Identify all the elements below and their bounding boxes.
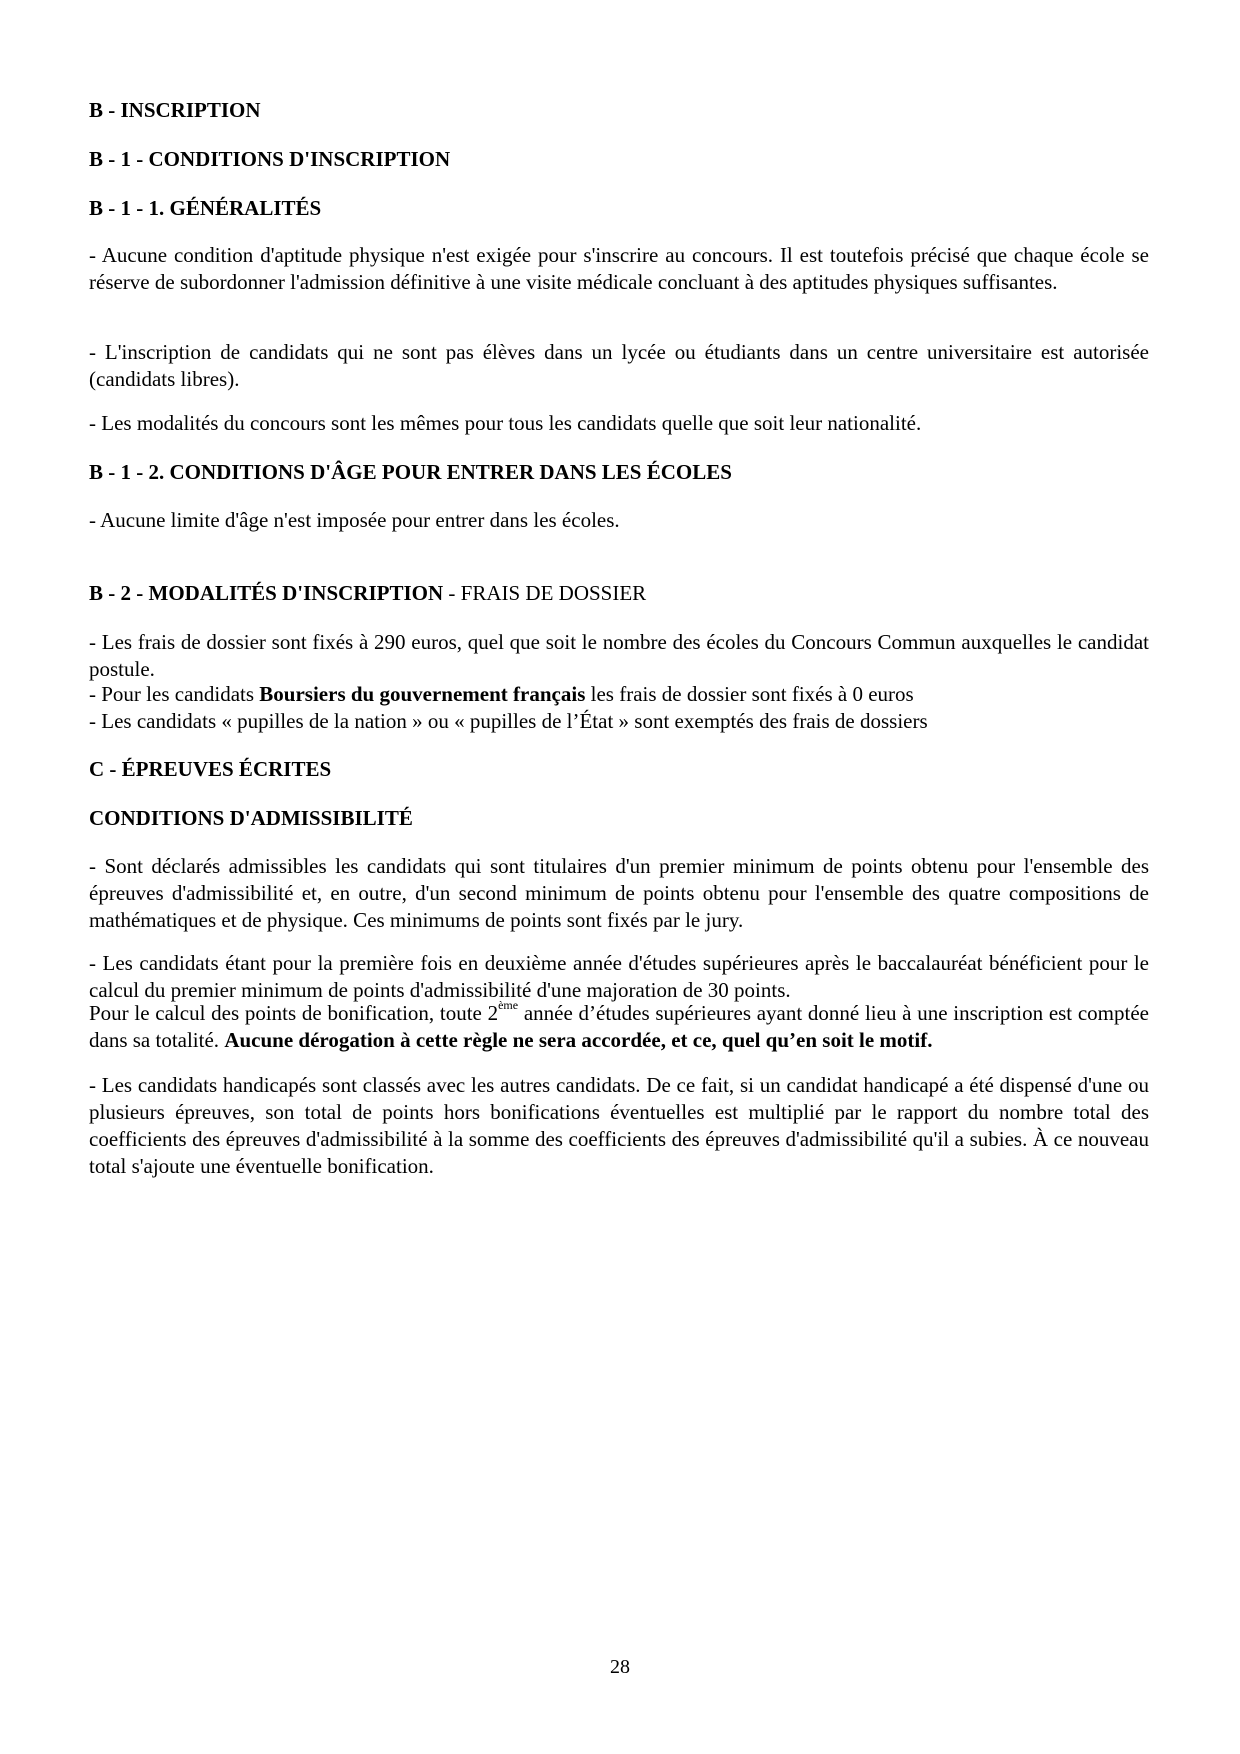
b12-paragraph-1: - Aucune limite d'âge n'est imposée pour entrer dans les écoles. xyxy=(89,508,620,532)
section-b2-title-rest: - FRAIS DE DOSSIER xyxy=(443,581,647,605)
b2-paragraph-1: - Les frais de dossier sont fixés à 290 euros, quel que soit le nombre des écoles du Concours Commun auxquelles le candidat postule. xyxy=(89,630,1149,681)
section-b2-title xyxy=(89,580,1149,607)
c-paragraph-1: - Sont déclarés admissibles les candidats qui sont titulaires d'un premier minimum de points obtenu pour l'ensemble des épreuves d'admissibilité et, en outre, d'un second minimum de points obtenu pour l'ensemble des quatre compositions de mathématiques et de physique. Ces minimums de points sont fixés par le jury. xyxy=(89,854,1149,932)
c-paragraph-3-bold: Aucune dérogation à cette règle ne sera accordée, et ce, quel qu’en soit le motif. xyxy=(224,1028,933,1052)
section-c-subtitle: CONDITIONS D'ADMISSIBILITÉ xyxy=(89,806,413,830)
page-number: 28 xyxy=(610,1656,630,1678)
c-paragraph-4: - Les candidats handicapés sont classés avec les autres candidats. De ce fait, si un candidat handicapé a été dispensé d'une ou plusieurs épreuves, son total de points hors bonifications éventuelles est multiplié par le rapport du nombre total des coefficients des épreuves d'admissibilité à la somme des coefficients des épreuves d'admissibilité qu'il a subies. À ce nouveau total s'ajoute une éventuelle bonification. xyxy=(89,1073,1149,1178)
c-paragraph-3 xyxy=(89,1000,1149,1054)
b11-paragraph-3: - Les modalités du concours sont les mêmes pour tous les candidats quelle que soit leur nationalité. xyxy=(89,411,922,435)
section-b-title: B - INSCRIPTION xyxy=(89,98,261,122)
b2-paragraph-2-post: les frais de dossier sont fixés à 0 euros xyxy=(585,682,914,706)
b11-paragraph-1: - Aucune condition d'aptitude physique n'est exigée pour s'inscrire au concours. Il est toutefois précisé que chaque école se réserve de subordonner l'admission définitive à une visite médicale concluant à des aptitudes physiques suffisantes. xyxy=(89,243,1149,294)
b2-paragraph-3: - Les candidats « pupilles de la nation » ou « pupilles de l’État » sont exemptés des frais de dossiers xyxy=(89,709,928,733)
c-paragraph-3-mid: année d’études supérieures ayant donné lieu à une inscription est comptée dans sa totalité. xyxy=(89,1001,1149,1052)
b2-paragraph-2 xyxy=(89,681,1149,708)
b2-paragraph-2-bold: Boursiers du gouvernement français xyxy=(259,682,586,706)
b11-paragraph-2: - L'inscription de candidats qui ne sont pas élèves dans un lycée ou étudiants dans un centre universitaire est autorisée (candidats libres). xyxy=(89,340,1149,391)
c-paragraph-3-superscript: ème xyxy=(498,998,519,1012)
section-b11-title: B - 1 - 1. GÉNÉRALITÉS xyxy=(89,196,322,220)
section-b12-title: B - 1 - 2. CONDITIONS D'ÂGE POUR ENTRER DANS LES ÉCOLES xyxy=(89,460,732,484)
section-c-title: C - ÉPREUVES ÉCRITES xyxy=(89,757,332,781)
b2-paragraph-2-pre: - Pour les candidats xyxy=(89,682,260,706)
section-b2-title-bold: B - 2 - MODALITÉS D'INSCRIPTION xyxy=(89,581,444,605)
c-paragraph-3-pre: Pour le calcul des points de bonification, toute 2 xyxy=(89,1001,499,1025)
section-b1-title: B - 1 - CONDITIONS D'INSCRIPTION xyxy=(89,147,451,171)
document-page xyxy=(89,0,1149,1754)
c-paragraph-2: - Les candidats étant pour la première fois en deuxième année d'études supérieures après le baccalauréat bénéficient pour le calcul du premier minimum de points d'admissibilité d'une majoration de 30 points. xyxy=(89,951,1149,1002)
